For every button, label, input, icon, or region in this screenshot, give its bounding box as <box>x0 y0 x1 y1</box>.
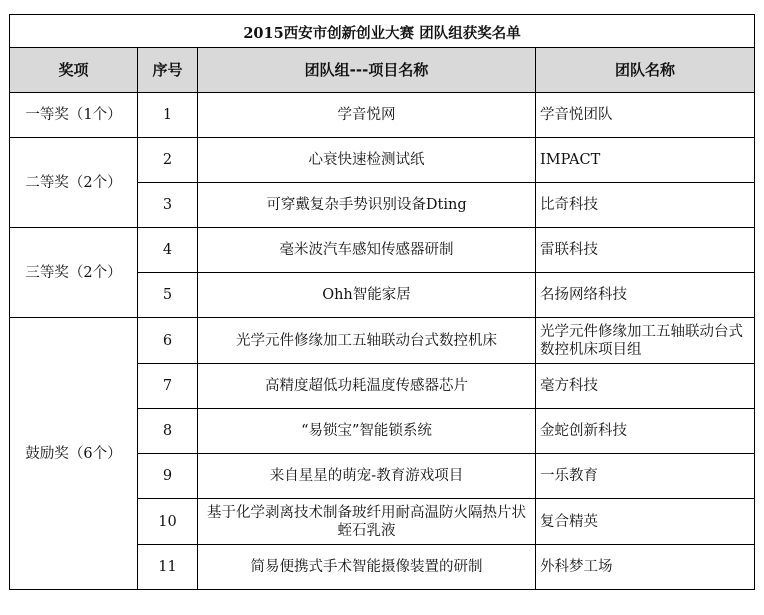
table-row <box>10 318 755 364</box>
project-cell: 基于化学剥离技术制备玻纤用耐高温防火隔热片状蛭石乳液 <box>198 499 536 545</box>
title-row <box>10 15 755 48</box>
award-cell: 二等奖（2个） <box>10 138 138 228</box>
table-title: 2015西安市创新创业大赛 团队组获奖名单 <box>10 15 755 48</box>
project-cell: 毫米波汽车感知传感器研制 <box>198 228 536 273</box>
project-cell: 来自星星的萌宠-教育游戏项目 <box>198 454 536 499</box>
award-cell: 一等奖（1个） <box>10 93 138 138</box>
seq-cell: 11 <box>138 545 198 590</box>
seq-cell: 9 <box>138 454 198 499</box>
team-cell: 外科梦工场 <box>536 545 755 590</box>
project-cell: 心衰快速检测试纸 <box>198 138 536 183</box>
seq-cell: 10 <box>138 499 198 545</box>
award-sheet <box>9 14 754 590</box>
team-cell: 学音悦团队 <box>536 93 755 138</box>
header-award: 奖项 <box>10 48 138 93</box>
project-cell: 可穿戴复杂手势识别设备Dting <box>198 183 536 228</box>
project-cell: 高精度超低功耗温度传感器芯片 <box>198 364 536 409</box>
seq-cell: 4 <box>138 228 198 273</box>
project-cell: 光学元件修缘加工五轴联动台式数控机床 <box>198 318 536 364</box>
seq-cell: 2 <box>138 138 198 183</box>
seq-cell: 6 <box>138 318 198 364</box>
team-cell: 雷联科技 <box>536 228 755 273</box>
team-cell: 光学元件修缘加工五轴联动台式数控机床项目组 <box>536 318 755 364</box>
project-cell: 简易便携式手术智能摄像装置的研制 <box>198 545 536 590</box>
award-table <box>9 14 755 590</box>
header-project: 团队组---项目名称 <box>198 48 536 93</box>
header-team: 团队名称 <box>536 48 755 93</box>
team-cell: 一乐教育 <box>536 454 755 499</box>
seq-cell: 7 <box>138 364 198 409</box>
project-cell: Ohh智能家居 <box>198 273 536 318</box>
award-cell: 三等奖（2个） <box>10 228 138 318</box>
table-row <box>10 93 755 138</box>
table-row <box>10 138 755 183</box>
team-cell: 比奇科技 <box>536 183 755 228</box>
project-cell: “易锁宝”智能锁系统 <box>198 409 536 454</box>
table-row <box>10 228 755 273</box>
project-cell: 学音悦网 <box>198 93 536 138</box>
team-cell: 毫方科技 <box>536 364 755 409</box>
award-cell: 鼓励奖（6个） <box>10 318 138 590</box>
header-row <box>10 48 755 93</box>
team-cell: 名扬网络科技 <box>536 273 755 318</box>
header-seq: 序号 <box>138 48 198 93</box>
seq-cell: 5 <box>138 273 198 318</box>
seq-cell: 3 <box>138 183 198 228</box>
team-cell: 复合精英 <box>536 499 755 545</box>
seq-cell: 1 <box>138 93 198 138</box>
team-cell: 金蛇创新科技 <box>536 409 755 454</box>
seq-cell: 8 <box>138 409 198 454</box>
team-cell: IMPACT <box>536 138 755 183</box>
